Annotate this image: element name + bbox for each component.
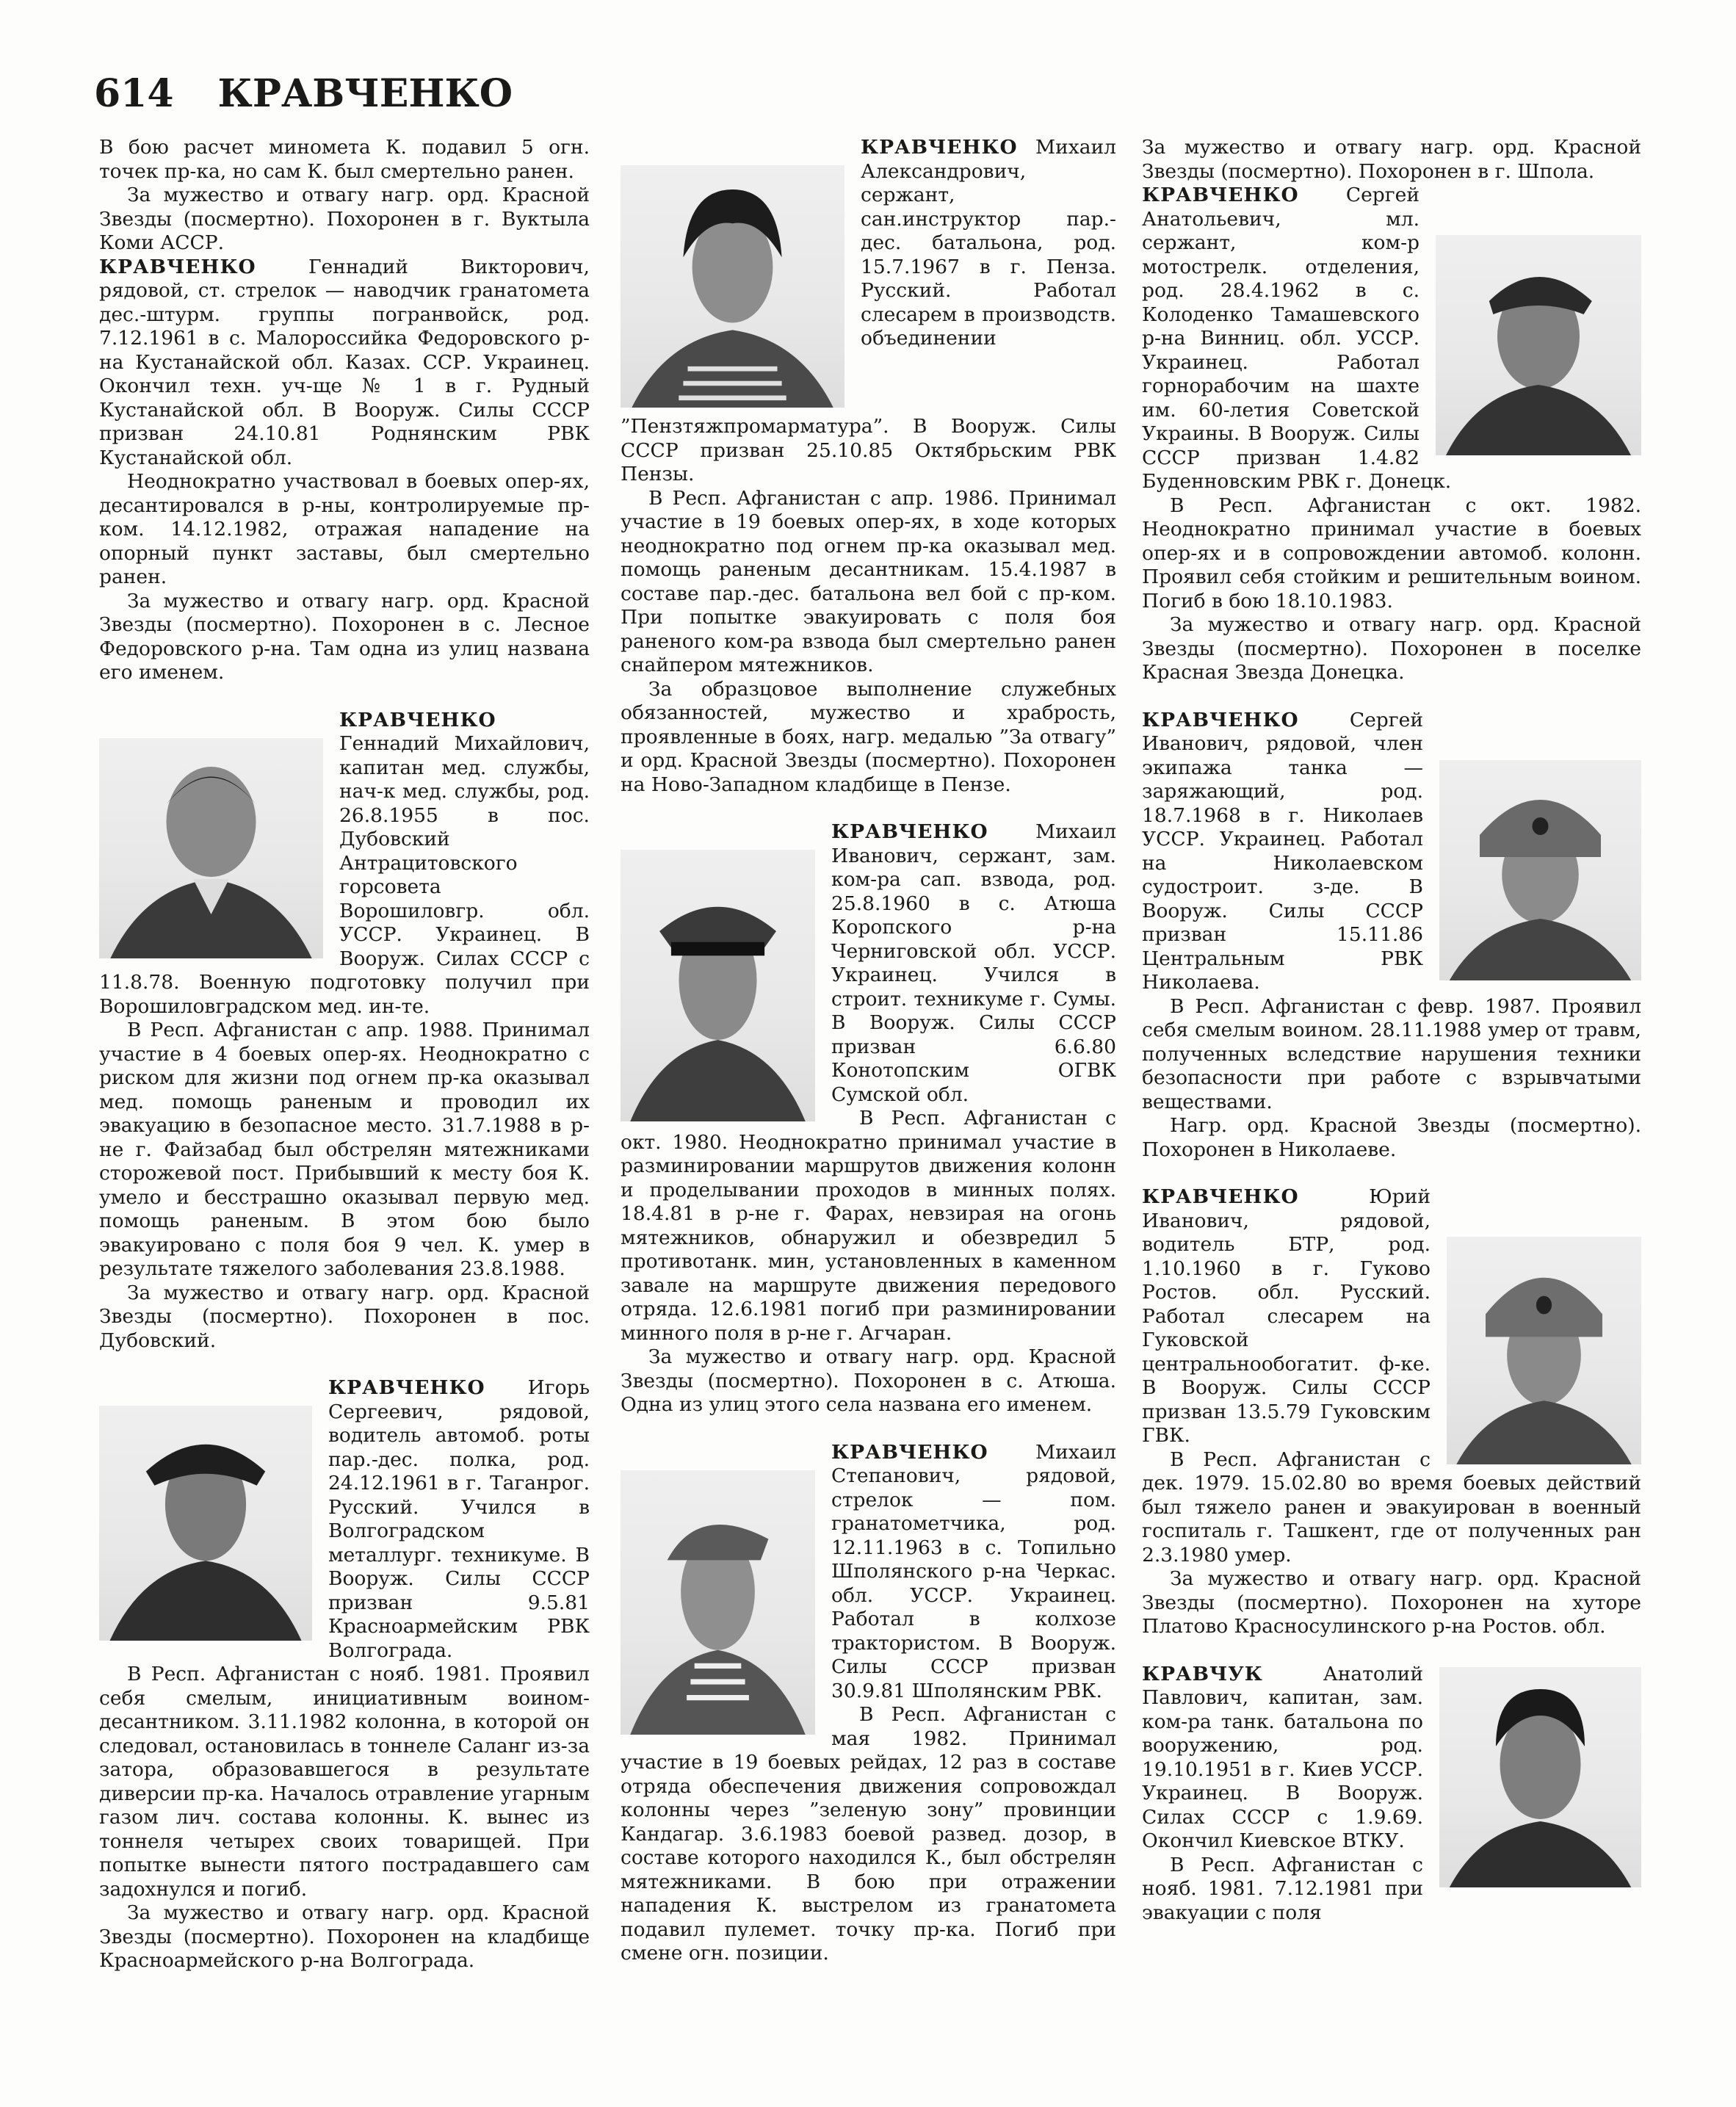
- entry-surname: КРАВЧЕНКО: [831, 820, 988, 843]
- entry-paragraph: В Респ. Афганистан с апр. 1986. Принимал участие в 19 боевых опер-ях, в ходе которых неоднократно под огнем пр-ка оказывал мед. помощь раненым десантникам. 15.4.1987 в составе пар.-дес. батальона вел бой с пр-ком. При попытке эвакуировать с поля боя раненого ком-ра взвода был смертельно ранен снайпером мятежников.: [621, 486, 1116, 676]
- entry-kravchenko-sergey-i: [1142, 709, 1641, 1163]
- entry-paragraph: В Респ. Афганистан с февр. 1987. Проявил себя смелым воином. 28.11.1988 умер от травм, полученных вследствие нарушения техники безопасности при работе с взрывчатыми веществами.: [1142, 994, 1641, 1113]
- column-2: [621, 136, 1116, 1989]
- entry-paragraph: За образцовое выполнение служебных обязанностей, мужество и храбрость, проявленные в боях, нагр. медалью ”За отвагу” и орд. Красной Звезды (посмертно). Похоронен на Ново-Западном кладбище в Пензе.: [621, 677, 1116, 796]
- entry-surname: КРАВЧЕНКО: [1142, 1185, 1299, 1208]
- entry-paragraph: За мужество и отвагу нагр. орд. Красной Звезды (посмертно). Похоронен в с. Атюша. Одна из улиц этого села названа его именем.: [621, 1345, 1116, 1416]
- entry-kravchenko-sergey-a: [1142, 184, 1641, 685]
- column-3: [1142, 136, 1641, 1948]
- page-number: 614: [94, 71, 174, 116]
- entry-surname: КРАВЧЕНКО: [1142, 708, 1299, 731]
- continuation-text: За мужество и отвагу нагр. орд. Красной Звезды (посмертно). Похоронен в г. Шпола.: [1142, 136, 1641, 183]
- entry-paragraph: Нагр. орд. Красной Звезды (посмертно). Похоронен в Николаеве.: [1142, 1114, 1641, 1161]
- entry-body: Михаил Иванович, сержант, зам. ком-ра сап. взвода, род. 25.8.1960 в с. Атюша Коропского р-на Черниговской обл. УССР. Украинец. Учился в строит. техникуме г. Сумы. В Вооруж. Силы СССР призван 6.6.80 Конотопским ОГВК Сумской обл.: [831, 820, 1116, 1106]
- running-title: КРАВЧЕНКО: [217, 71, 513, 116]
- entry-kravchuk-anatoliy: [1142, 1663, 1641, 1926]
- portrait-photo: [621, 850, 815, 1121]
- continuation-text: В бою расчет миномета К. подавил 5 огн. точек пр-ка, но сам К. был смертельно ранен.: [99, 136, 590, 183]
- entry-paragraph: В Респ. Афганистан с окт. 1982. Неоднократно принимал участие в боевых опер-ях и в сопровождении автомоб. колонн. Проявил себя стойким и решительным воином. Погиб в бою 18.10.1983.: [1142, 494, 1641, 612]
- entry-body: Сергей Иванович, рядовой, член экипажа танка — заряжающий, род. 18.7.1968 в г. Николаев УССР. Украинец. Работал на Николаевском судостроит. з-де. В Вооруж. Силы СССР призван 15.11.86 Центральным РВК Николаева.: [1142, 708, 1423, 994]
- entry-body: Юрий Иванович, рядовой, водитель БТР, род. 1.10.1960 в г. Гуково Ростов. обл. Русский. Работал слесарем на Гуковской центральнообогатит. ф-ке. В Вооруж. Силы СССР призван 13.5.79 Гуковским ГВК.: [1142, 1185, 1431, 1447]
- entry-kravchenko-mikhail-a: [621, 136, 1116, 797]
- portrait-photo: [1439, 1667, 1641, 1887]
- portrait-photo: [621, 1470, 815, 1735]
- entry-body: Михаил Степанович, рядовой, стрелок — пом. гранатометчика, род. 12.11.1963 в с. Топильно Шполянского р-на Черкас. обл. УССР. Украинец. Работал в колхозе трактористом. В Вооруж. Силы СССР призван 30.9.81 Шполянским РВК.: [831, 1440, 1116, 1702]
- entry-body: Геннадий Викторович, рядовой, ст. стрелок — наводчик гранатомета дес.-штурм. группы погранвойск, род. 7.12.1961 в с. Малороссийка Федоровского р-на Кустанайской обл. Казах. ССР. Украинец. Окончил техн. уч-ще № 1 в г. Рудный Кустанайской обл. В Вооруж. Силы СССР призван 24.10.81 Роднянским РВК Кустанайской обл.: [99, 255, 590, 469]
- column-1: [99, 136, 590, 1997]
- portrait-photo: [99, 1406, 312, 1641]
- entry-surname: КРАВЧЕНКО: [1142, 184, 1299, 206]
- entry-paragraph: В Респ. Афганистан с мая 1982. Принимал участие в 19 боевых рейдах, 12 раз в составе отряда обеспечения движения сопровождал колонны через ”зеленую зону” провинции Кандагар. 3.6.1983 боевой развед. дозор, в составе которого находился К., был обстрелян мятежниками. В бою при отражении нападения К. выстрелом из гранатомета подавил пулемет. точку пр-ка. Погиб при смене огн. позиции.: [621, 1703, 1116, 1965]
- entry-kravchenko-mikhail-i: [621, 820, 1116, 1417]
- entry-paragraph: В Респ. Афганистан с нояб. 1981. Проявил себя смелым, инициативным воином-десантником. 3.11.1982 колонна, в которой он следовал, остановилась в тоннеле Саланг из-за затора, образовавшегося в результате диверсии пр-ка. Началось отравление угарным газом лич. состава колонны. К. вынес из тоннеля четырех своих товарищей. При попытке вынести пятого пострадавшего сам задохнулся и погиб.: [99, 1663, 590, 1901]
- entry-paragraph: За мужество и отвагу нагр. орд. Красной Звезды (посмертно). Похоронен в с. Лесное Федоровского р-на. Там одна из улиц названа его именем.: [99, 589, 590, 684]
- continuation-text: За мужество и отвагу нагр. орд. Красной Звезды (посмертно). Похоронен в г. Вуктыла Коми АССР.: [99, 184, 590, 254]
- entry-paragraph: В Респ. Афганистан с нояб. 1981. 7.12.1981 при эвакуации с поля: [1142, 1853, 1423, 1924]
- portrait-photo: [1436, 235, 1641, 455]
- entry-paragraph: За мужество и отвагу нагр. орд. Красной Звезды (посмертно). Похоронен в поселке Красная Звезда Донецка.: [1142, 613, 1641, 684]
- portrait-photo: [621, 165, 845, 408]
- entry-kravchenko-gennadiy-v: [99, 256, 590, 685]
- entry-surname: КРАВЧЕНКО: [328, 1376, 485, 1399]
- page-header: [94, 65, 513, 123]
- entry-paragraph: За мужество и отвагу нагр. орд. Красной Звезды (посмертно). Похоронен в пос. Дубовский.: [99, 1281, 590, 1352]
- entry-surname: КРАВЧЕНКО: [861, 136, 1018, 159]
- portrait-photo: [99, 738, 323, 958]
- entry-paragraph: В Респ. Афганистан с апр. 1988. Принимал участие в 4 боевых опер-ях. Неоднократно с риском для жизни под огнем пр-ка оказывал мед. помощь раненым и проводил их эвакуацию в безопасное место. 31.7.1988 в р-не г. Файзабад был обстрелян мятежниками сторожевой пост. Прибывший к месту боя К. умело и бесстрашно оказывал первую мед. помощь раненым. В этом бою было эвакуировано с поля боя 9 чел. К. умер в результате тяжелого заболевания 23.8.1988.: [99, 1019, 590, 1280]
- entry-surname: КРАВЧУК: [1142, 1662, 1263, 1685]
- entry-paragraph: За мужество и отвагу нагр. орд. Красной Звезды (посмертно). Похоронен на хуторе Платово Красносулинского р-на Ростов. обл.: [1142, 1567, 1641, 1638]
- portrait-photo: [1439, 760, 1641, 980]
- entry-body: Геннадий Михайлович, капитан мед. службы, нач-к мед. службы, род. 26.8.1955 в пос. Дубовский Антрацитовского горсовета Ворошиловгр. обл. УССР. Украинец. В Вооруж. Силах СССР с 11.8.78. Военную подготовку получил при Ворошиловградском мед. ин-те.: [99, 732, 590, 1018]
- portrait-photo: [1447, 1237, 1641, 1464]
- entry-paragraph: В Респ. Афганистан с окт. 1980. Неоднократно принимал участие в разминировании маршрутов движения колонн и проделывании проходов в минных полях. 18.4.81 в р-не г. Фарах, невзирая на огонь мятежников, обнаружил и обезвредил 5 противотанк. мин, установленных в каменном завале на маршруте движения передового отряда. 12.6.1981 погиб при разминировании минного поля в р-не г. Агчаран.: [621, 1107, 1116, 1345]
- entry-paragraph: Неоднократно участвовал в боевых опер-ях, десантировался в р-ны, контролируемые пр-ком. 14.12.1982, отражая нападение на опорный пункт заставы, был смертельно ранен.: [99, 470, 590, 588]
- entry-body: Игорь Сергеевич, рядовой, водитель автомоб. роты пар.-дес. полка, род. 24.12.1961 в г. Таганрог. Русский. Учился в Волгоградском металлург. техникуме. В Вооруж. Силы СССР призван 9.5.81 Красноармейским РВК Волгограда.: [328, 1376, 590, 1662]
- entry-paragraph: В Респ. Афганистан с дек. 1979. 15.02.80 во время боевых действий был тяжело ранен и эвакуирован в военный госпиталь г. Ташкент, где от полученных ран 2.3.1980 умер.: [1142, 1448, 1641, 1566]
- entry-paragraph: За мужество и отвагу нагр. орд. Красной Звезды (посмертно). Похоронен на кладбище Красноармейского р-на Волгограда.: [99, 1901, 590, 1972]
- entry-surname: КРАВЧЕНКО: [99, 255, 256, 278]
- entry-body: Михаил Александрович, сержант, сан.инструктор пар.-дес. батальона, род. 15.7.1967 в г. Пенза. Русский. Работал слесарем в производств. объединении ”Пензтяжпромарматура”. В Вооруж. Силы СССР призван 25.10.85 Октябрьским РВК Пензы.: [621, 136, 1116, 485]
- entry-body: Анатолий Павлович, капитан, зам. ком-ра танк. батальона по вооружению, род. 19.10.1951 в г. Киев УССР. Украинец. В Вооруж. Силах СССР с 1.9.69. Окончил Киевское ВТКУ.: [1142, 1662, 1423, 1852]
- entry-kravchenko-igor: [99, 1376, 590, 1973]
- entry-surname: КРАВЧЕНКО: [339, 708, 496, 731]
- entry-kravchenko-mikhail-s: [621, 1441, 1116, 1966]
- entry-surname: КРАВЧЕНКО: [831, 1440, 988, 1464]
- entry-kravchenko-gennadiy-m: [99, 709, 590, 1354]
- entry-body: Сергей Анатольевич, мл. сержант, ком-р мотострелк. отделения, род. 28.4.1962 в с. Колоденко Тамашевского р-на Винниц. обл. УССР. Украинец. Работал горнорабочим на шахте им. 60-летия Советской Украины. В Вооруж. Силы СССР призван 1.4.82 Буденновским РВК г. Донецк.: [1142, 184, 1452, 493]
- entry-kravchenko-yuriy: [1142, 1185, 1641, 1639]
